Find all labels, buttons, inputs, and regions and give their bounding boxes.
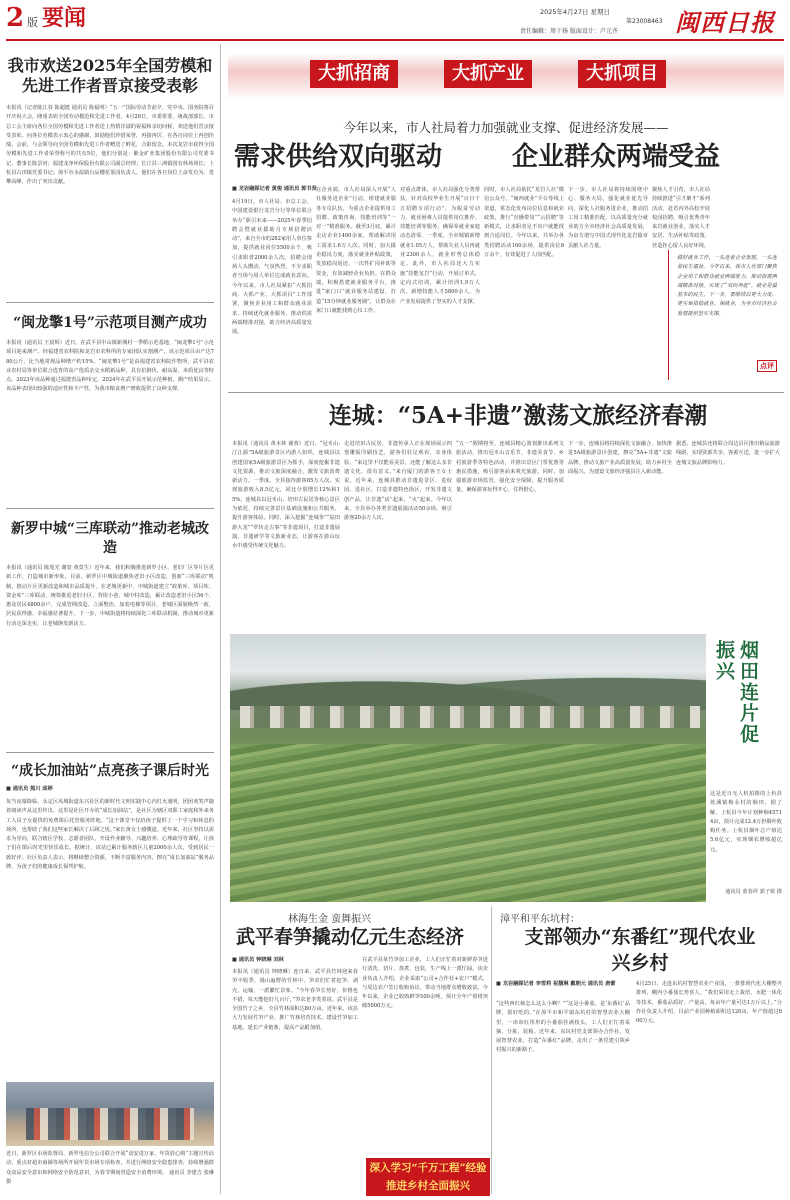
left-column-divider bbox=[220, 44, 221, 1194]
photo-caption: 近日，新罗区市场监督局、新罗电信分公司联合开展“食安进万家、年货放心购”主题宣传活动，重点对超市商铺等场所开展年货市场专项检查，并进行网络安全隐患排查，持续增强群众食品安全意识和网络安全防范意识，为春节期间营造安全消费环境。 通讯员 李建吉 张琳 摄 bbox=[6, 1151, 214, 1185]
article-title: 新罗中城“三库联动”推动老城改造 bbox=[10, 521, 210, 556]
lead-body-col3: 对重点群体，市人社局强化分类帮扶，针对高校毕业生开展“百日千万招聘专项行动”，为脱贫劳动力、就业困难人员提供岗位推荐、技能培训等服务，确保零就业家庭动态清零。一季度，全市城镇新增就业1.05万人，帮助失业人员再就业2300余人，就业形势总体稳定。此外，市人社局还大力实施“技能龙岩”行动，开展订单式、定向式培训，累计培训1.9万人次，新增技能人才5800余人，为产业发展提供了坚实的人才支撑。 bbox=[400, 187, 480, 305]
newspaper-logo: 闽西日报 bbox=[675, 8, 775, 37]
photo-title: 烟田连片促振兴 bbox=[713, 640, 759, 745]
masthead bbox=[0, 0, 790, 40]
article-body: 每当夜幕降临，永定区凤城街道东兴社区的新时代文明实践中心内灯火通明，团团欢笑声随着朗读声从这里传出。这里是社区开办的“成长加油站”，是社区为辖区双职工家庭和外来务工人员子女提供的免费课后托管服务阵地。“这个课堂不仅给孩子提供了一个学习和休息的场所，也帮助了我们这些家长解决了后顾之忧。”家长黄女士感慨道。近年来，社区坚持以需求为导向，联合辖区学校、志愿者团队，开设作业辅导、兴趣培养、心理疏导等课程，让孩子们在课后时光里快乐成长。据统计，该站已累计服务辖区儿童2000余人次，受到居民一致好评。社区负责人表示，将继续整合资源，不断丰富服务内容，擦亮“成长加油站”服务品牌，为孩子们的健康成长保驾护航。 bbox=[6, 799, 214, 871]
photo-title-box bbox=[712, 640, 759, 758]
liancheng-body-col3: “五一”假期将至，连城县精心策划推出系列文旅活动，推出冠豸山音乐节、非遗美食节、乡村旅游季等特色活动，并推出景区门票优惠等惠民措施，吸引游客前来观光旅游。同时，加强旅游市场监管，强化安全保障，提升服务质量，确保游客玩得开心、住得舒心。 bbox=[456, 441, 564, 494]
lead-headline-right: 企业群众两端受益 bbox=[512, 142, 721, 172]
commentary-tag: 点评 bbox=[757, 360, 777, 372]
masthead-code: 第23008463 bbox=[626, 18, 663, 25]
zhangping-kicker: 漳平和平东坑村： bbox=[500, 914, 580, 925]
liancheng-body-col1: 本报讯（通讯员 黄本林 谢蓉）近日，“冠豸山·汀江源”5A级旅游景区内游人如织，连城县以创建国家5A级旅游景区为抓手，深度挖掘非遗文化资源，推动文旅深度融合，激发文旅消费新活力。一季度，全县接待游客85万人次，实现旅游收入8.5亿元，同比分别增长12%和15%。连城县以冠豸山、培田古民居等核心景区为依托，持续完善景区基础设施和公共服务，提升游客体验。同时，深入挖掘“连城拳”“姑田游大龙”“罗坊走古事”等非遗项目，打造非遗展演、非遗研学等文旅新业态，让游客在游山玩水中感受传统文化魅力。 bbox=[232, 441, 340, 550]
article-divider bbox=[6, 302, 214, 303]
liancheng-body-col2: 走进培田古民居，非遗传承人正在现场展示四堡雕版印刷技艺，游客们驻足观看、亲身体验。“来这里不仅能看美景，还能了解这么多非遗文化，很有意义。”来自厦门的游客王女士说。近年来，连城县推动非遗进景区、进校园、进社区，打造非遗特色街区，开发非遗文创产品，让非遗“活”起来、“火”起来。今年以来，全县举办各类非遗展演活动50余场，吸引游客20余万人次。 bbox=[344, 441, 452, 522]
lead-kicker: 今年以来，市人社局着力加强就业支撑、促进经济发展—— bbox=[343, 120, 669, 135]
lead-body-col4: 同时，市人社局依托“龙岩人社”微信公众号、“闽西就业”平台等线上渠道，常态化发布岗位信息和就业政策，推行“直播带岗”“云招聘”等新模式，让求职者足不出户就能找到合适岗位。今年以来，共举办各类招聘活动160余场，提供岗位8万余个，有效促进了人岗匹配。 bbox=[484, 187, 564, 259]
article-title: “成长加油站”点亮孩子课后时光 bbox=[10, 763, 210, 779]
photo-village bbox=[240, 706, 700, 728]
zhangping-headline: 支部领办“东番红”现代农业兴乡村 bbox=[524, 926, 756, 974]
article-divider bbox=[6, 752, 214, 753]
photo-hills bbox=[230, 660, 706, 710]
banner-slogan-1: 大抓招商 bbox=[310, 60, 398, 88]
article-body: 本报讯（记者陈江春 陈超挺 通讯员 陈福明）“五一”国际劳动节前夕，党中央、国务院将召开庆祝大会，隆重表彰全国劳动模范和先进工作者。4月26日，市委常委、统战部部长、市总工会主席向各位全国劳模和先进工作者送上热情洋溢的祝福和亲切问候，欢送他们晋京接受表彰。向各位劳模表示衷心的感谢，鼓励他们珍惜荣誉，再接再厉，在各自岗位上再创佳绩。会前，与会领导向全国劳模和先进工作者赠送了鲜花，合影留念。本次龙岩市获得全国劳模和先进工作者荣誉称号的共有5位，他们分别是：紫金矿业集团股份有限公司党委书记、董事长陈景河；福建龙净环保股份有限公司副总经理；长汀县三洲镇国有林场场长；上杭县古田镇党委书记；漳平市永福镇台品樱花茶园负责人。他们在各自岗位上奋发有为、勇攀高峰，作出了突出贡献。 bbox=[6, 105, 214, 186]
lead-body-col1: 4月19日，市人社局、市总工会、中国建设银行龙岩分行等单位联合举办“职引未来——2025年春季招聘会暨就业援助月专场招聘活动”，来自全市的282家用人单位参加，提供就业岗位5500余个，吸引求职者2000余人次。招聘会现场人头攒动，气氛热烈，不少求职者当场与用人单位达成就业意向。今年以来，市人社局紧扣“大抓招商、大抓产业、大抓项目”工作部署，聚焦企业用工和群众就业需求，持续优化就业服务，推动供需两端精准对接，助力经济高质量发展。 bbox=[232, 199, 312, 336]
page-label: 版 bbox=[27, 16, 38, 29]
section-name: 要闻 bbox=[42, 5, 87, 31]
photo-figures bbox=[26, 1108, 194, 1140]
lead-body-col6: 聚焦人才引育，市人社局持续推进“引才聚才”系列活动，赴省内外高校开展校园招聘，吸引优秀青年来岩就业创业，落实人才安居、生活补贴等政策，营造拴心留人良好环境。 bbox=[652, 187, 710, 249]
masthead-date: 2025年4月27日 星期日 bbox=[540, 8, 611, 16]
banner-slogan-3: 大抓项目 bbox=[578, 60, 666, 88]
wuping-body-col1: 本报讯（通讯员 钟晓琳）连日来，武平县竹林迎来春笋丰收季，漫山遍野的竹林中，笋农们忙着挖笋、剥壳、运输，一派繁忙景象。“今年春笋长势好，价格也不错，每天能挖好几百斤。”笋农老李笑着说。武平县是全国竹子之乡，全县竹林面积达80万亩。近年来，该县大力发展竹笋产业，推广竹林培育技术，建设竹笋加工基地，延长产业链条，提高产品附加值。 bbox=[232, 969, 358, 1031]
bottom-banner-line2: 推进乡村全面振兴 bbox=[386, 1180, 470, 1192]
wuping-kicker: 林海生金 蛮舞振兴 bbox=[288, 914, 372, 925]
article-title: “闽龙擎1号”示范项目测产成功 bbox=[13, 315, 207, 331]
wuping-headline: 武平春笋撬动亿元生态经济 bbox=[236, 926, 465, 948]
banner-slogan-2: 大抓产业 bbox=[444, 60, 532, 88]
liancheng-headline: 连城：“5A+非遗”激荡文旅经济春潮 bbox=[328, 402, 708, 429]
masthead-editor: 责任编辑：周于扬 版面设计：卢元齐 bbox=[520, 28, 618, 35]
zhangping-byline: ■ 龙岩融媒记者 李雪莉 祝馥琳 戴朝元 通讯员 唐蕾 bbox=[496, 981, 616, 987]
bottom-banner-line1: 深入学习“千万工程”经验 bbox=[369, 1162, 487, 1174]
campaign-banner bbox=[228, 48, 784, 100]
article-divider bbox=[6, 508, 214, 509]
bottom-column-divider bbox=[491, 906, 492, 1194]
lead-byline: ■ 龙岩融媒记者 黄俊 通讯员 郭书贤 bbox=[232, 186, 317, 192]
commentary-text: 做好就业工作，一头连着企业发展，一头连着民生福祉。今年以来，我市人社部门聚焦企业用工和群众就业两端发力，推动供需两端精准对接，实现了“双向奔赴”。就业是最基本的民生，下一步，要继续以更大力度、更实举措稳就业、保就业，为全市经济社会发展提供坚实支撑。 bbox=[677, 255, 777, 317]
photo-credit: 通讯员 蓝春祥 郭子铭 摄 bbox=[725, 889, 782, 895]
article-title: 我市欢送2025年全国劳模和先进工作者晋京接受表彰 bbox=[7, 56, 213, 95]
article-rice-demo bbox=[6, 314, 214, 485]
lead-headline-left: 需求供给双向驱动 bbox=[234, 142, 443, 172]
page-number: 2 bbox=[6, 3, 25, 33]
article-body: 本报讯（通讯员 陈莲光 谢宽 黄莫生）近年来，我们积极推进新罗小区、老旧厂区等片区更新工作，打造城市新形象。目前，新罗区中城街道聚焦老旧小区改造，创新“三库联动”机制，推动片区更新改造和城市品质提升。在老城更新中，中城街道建立“政策库、项目库、资金库”三库联动，统筹推进老旧小区、背街小巷、城中村改造，累计改造老旧小区56个、惠及居民4800余户，完成管网改造、立面整治、加装电梯等项目，老城区面貌焕然一新，居民获得感、幸福感显著提升。下一步，中城街道将持续深化三库联动机制，推动城市更新行动走深走实，让老城焕发新活力。 bbox=[6, 565, 214, 627]
commentary-box bbox=[668, 250, 781, 380]
photo-food-safety bbox=[6, 1082, 214, 1146]
photo-caption: 这是近日无人机拍摄的上杭县蓝溪镇梅永村的烟田。据了解，上杭县今年计划种烟45714亩，预计完成12.4万担烟叶收购任务。上杭县烟叶总产值达5.6亿元，实现烟农增收超亿元。 bbox=[710, 791, 782, 853]
zhangping-body-col1: “这些西红柿怎么这么小啊？”“这是小番茄，是‘东番红’品牌，很好吃的。”在漳平市和平镇东坑村的智慧农业大棚里，一串串红彤彤的小番茄挂满枝头，工人们正忙着采摘、分拣、装箱。近年来，东坑村党支部领办合作社，发展智慧农业，打造“东番红”品牌，走出了一条党建引领乡村振兴的新路子。 bbox=[496, 1001, 630, 1054]
article-labor-models bbox=[6, 56, 214, 298]
article-byline: ■ 通讯员 熊川 邱婷 bbox=[6, 786, 53, 792]
photo-fields bbox=[230, 744, 706, 902]
article-xinluo-renewal bbox=[6, 520, 214, 748]
liancheng-body-col5: 据悉，连城县还将联合周边县区推出精品旅游线路，实现资源共享、客源互送，进一步扩大连城文旅品牌影响力。 bbox=[676, 441, 780, 466]
zhangping-body-col2: 4月25日，走进东坑村智慧农业产业园，一排排现代化大棚整齐排列，棚内小番茄长势喜人。“我们采用无土栽培、水肥一体化等技术，番茄品质好、产量高，每亩年产量可达1万斤以上。”合作社负责人介绍，目前产业园种植面积达120亩，年产值超过800万元。 bbox=[636, 981, 782, 1025]
lead-body-col5: 下一步，市人社局将持续围绕中心、服务大局，强化就业优先导向，深化人社服务进企业，推动招工用工精准匹配，以高质量充分就业助力全市经济社会高质量发展，为奋力谱写中国式现代化龙岩篇章贡献人社力量。 bbox=[568, 187, 648, 249]
wuping-body-col2: 在武平县某竹笋加工企业，工人们正忙着对新鲜春笋进行清洗、切片、蒸煮、包装，生产线上一派忙碌。该企业负责人介绍，企业采取“公司+合作社+农户”模式，与周边农户签订收购协议，带动当地群众增收致富。今年以来，企业已收购鲜笋500余吨，预计全年产值将突破5000万元。 bbox=[362, 957, 488, 1010]
section-divider bbox=[228, 392, 784, 393]
article-growth-station bbox=[6, 762, 214, 1068]
tobacco-field-photo bbox=[230, 634, 706, 902]
article-body: 本报讯（通讯员 王晨辉）近日，在武平县中山镇新城村一季稻示范基地，“闽龙擎1号”示范项目迎来测产。经福建省农科院和龙岩市农科所的专家团队实割测产，该示范项目亩产达780公斤，比当地常规品种增产约15%。“闽龙擎1号”是由福建省农科院作物所、武平县农业农村局等单位联合选育的高产优质杂交水稻新品种，具有抗倒伏、耐高温、米质优良等特点。2023年该品种通过福建省品种审定，2024年在武平县开展示范种植。测产结果显示，该品种表现出较强的适应性和丰产性，为我市粮食增产增收提供了良种支撑。 bbox=[6, 340, 214, 393]
wuping-byline: ■ 通讯员 钟晓琳 刘林 bbox=[232, 957, 284, 963]
bottom-campaign-banner bbox=[366, 1158, 490, 1196]
masthead-rule bbox=[6, 39, 784, 41]
lead-body-col2: 在企业端，市人社局深入开展“人社服务进企业”行动，组建就业服务专员队伍，为重点企业提供用工招聘、政策咨询、技能培训等“一对一”精准服务。截至3月底，累计走访企业1400余家，帮助解决用工需求1.6万人次。同时，加大援企稳岗力度，落实就业补贴政策，发放稳岗返还、一次性扩岗补助等资金，有效减轻企业负担。在群众端，积极搭建就业服务平台，推进“家门口”就业服务站建设，打造“15分钟就业服务圈”，让群众在家门口就能找到心仪工作。 bbox=[316, 187, 396, 314]
liancheng-body-col4: 下一步，连城县将持续深化文旅融合，加快推进5A级旅游景区创建，擦亮“5A+非遗”文旅品牌，推动文旅产业高质量发展，助力乡村全面振兴，为建设文旅经济强县注入新动能。 bbox=[568, 441, 672, 475]
